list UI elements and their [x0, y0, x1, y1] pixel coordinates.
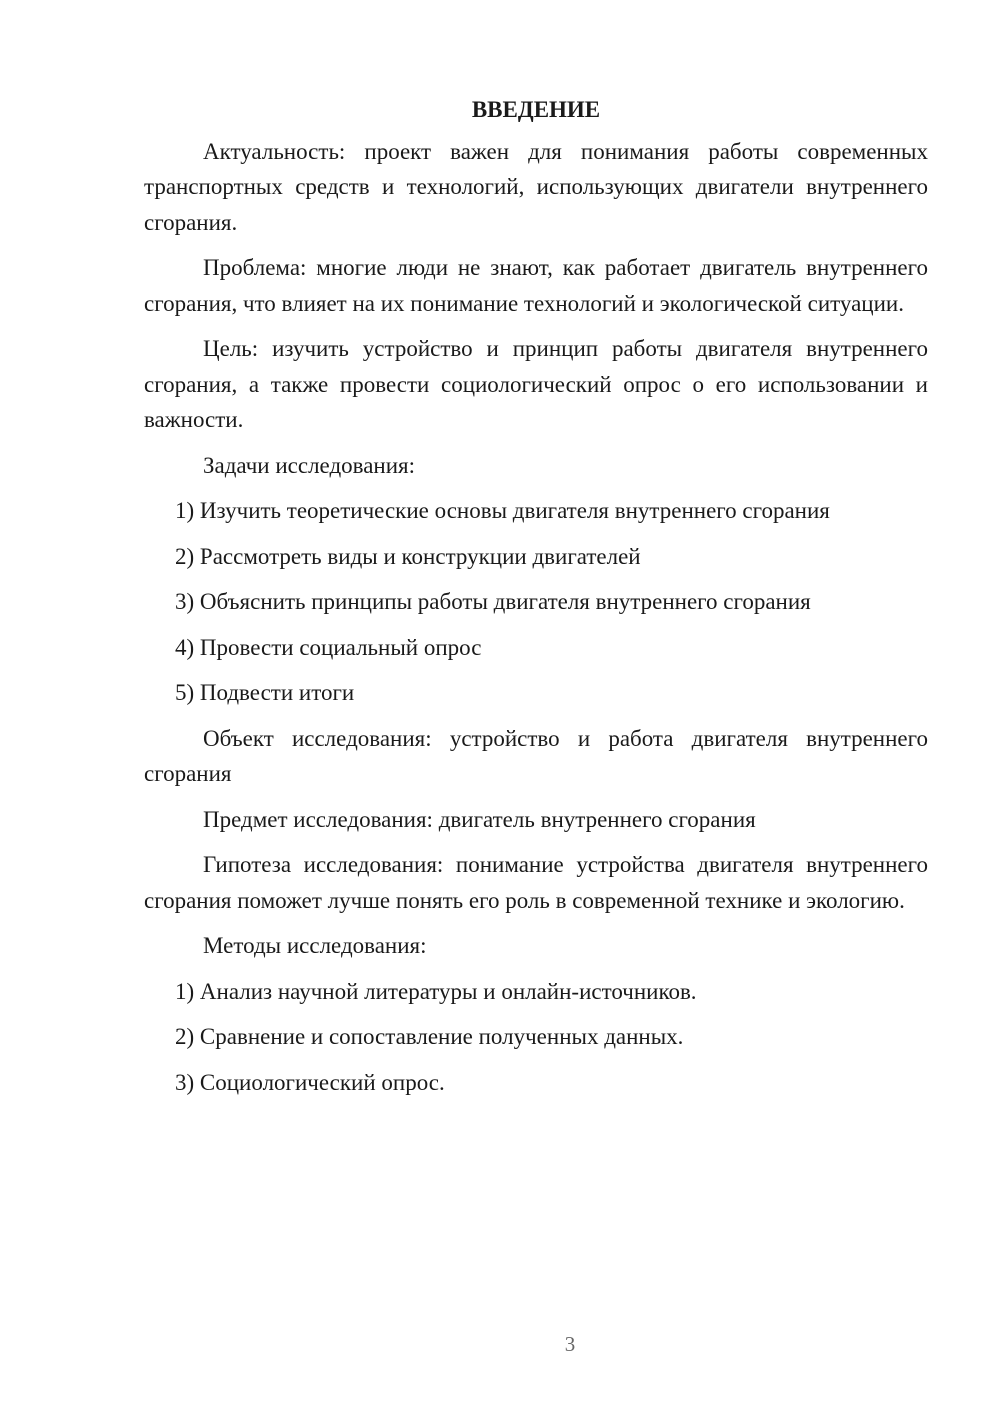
- hypothesis-paragraph: Гипотеза исследования: понимание устройства двигателя внутреннего сгорания поможет лучше понять его роль в современной технике и экологию.: [144, 852, 928, 913]
- goal-paragraph: Цель: изучить устройство и принцип работы двигателя внутреннего сгорания, а также провести социологический опрос о его использовании и важности.: [144, 336, 928, 432]
- list-item: 2) Сравнение и сопоставление полученных данных.: [175, 1024, 684, 1049]
- tasks-heading: Задачи исследования:: [203, 452, 416, 478]
- problem-paragraph: Проблема: многие люди не знают, как работает двигатель внутреннего сгорания, что влияет на их понимание технологий и экологической ситуации.: [144, 255, 928, 316]
- methods-list: [144, 974, 928, 1101]
- list-item: 4) Провести социальный опрос: [175, 634, 482, 660]
- list-item: 3) Объяснить принципы работы двигателя внутреннего сгорания: [175, 589, 811, 614]
- subject-paragraph: Предмет исследования: двигатель внутреннего сгорания: [203, 806, 756, 832]
- tasks-list: [144, 493, 928, 711]
- list-item: 3) Социологический опрос.: [175, 1069, 445, 1095]
- list-item: 2) Рассмотреть виды и конструкции двигателей: [175, 543, 641, 569]
- methods-heading: Методы исследования:: [203, 933, 427, 958]
- list-item: 1) Изучить теоретические основы двигателя внутреннего сгорания: [175, 498, 830, 523]
- relevance-paragraph: Актуальность: проект важен для понимания работы современных транспортных средств и технологий, использующих двигатели внутреннего сгорания.: [144, 138, 928, 235]
- page-number: 3: [564, 1332, 576, 1356]
- list-item: 1) Анализ научной литературы и онлайн-источников.: [175, 978, 697, 1004]
- list-item: 5) Подвести итоги: [175, 680, 355, 705]
- section-title: ВВЕДЕНИЕ: [471, 97, 601, 122]
- document-page: [144, 92, 928, 1110]
- object-paragraph: Объект исследования: устройство и работа двигателя внутреннего сгорания: [144, 725, 928, 786]
